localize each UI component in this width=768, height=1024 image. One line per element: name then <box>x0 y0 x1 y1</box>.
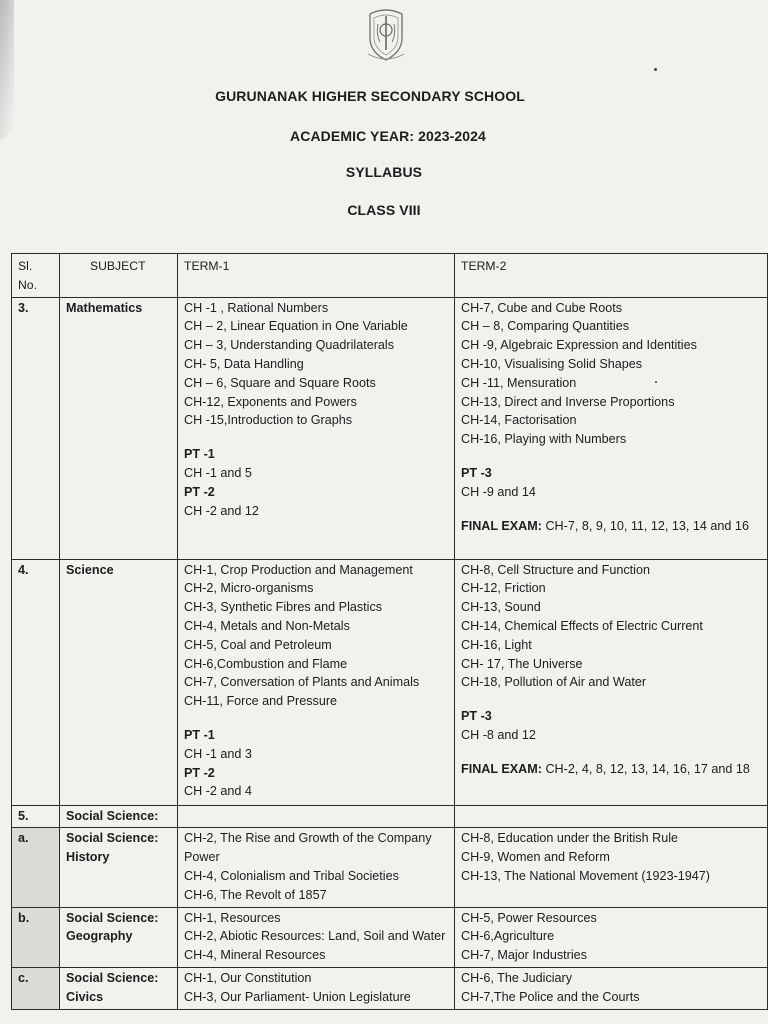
chapter-item: CH-7, Major Industries <box>461 948 587 963</box>
chapter-item: CH-3, Synthetic Fibres and Plastics <box>184 600 383 615</box>
paper-speck <box>655 381 657 383</box>
final-exam-chapters: CH-7, 8, 9, 10, 11, 12, 13, 14 and 16 <box>545 518 749 533</box>
row-number: 4. <box>12 559 60 805</box>
school-name: GURUNANAK HIGHER SECONDARY SCHOOL <box>215 88 525 104</box>
row-subject: Mathematics <box>60 297 178 559</box>
chapter-item: CH-4, Colonialism and Tribal Societies <box>184 868 399 883</box>
chapter-item: CH-18, Pollution of Air and Water <box>461 675 647 690</box>
chapter-item: CH-2, The Rise and Growth of the Company Power <box>184 831 432 865</box>
academic-year: ACADEMIC YEAR: 2023-2024 <box>290 128 486 144</box>
chapter-item: CH-12, Exponents and Powers <box>184 394 357 409</box>
chapter-item: CH-16, Light <box>461 637 532 652</box>
row-subject: Social Science: Civics <box>60 967 178 1009</box>
row-subject: Science <box>60 559 178 805</box>
chapter-item: CH-7,The Police and the Courts <box>461 989 640 1004</box>
chapter-item: CH-1, Crop Production and Management <box>184 562 413 577</box>
chapter-item: CH – 2, Linear Equation in One Variable <box>184 319 408 334</box>
row-subject: Social Science: <box>60 805 178 828</box>
test-chapters: CH -2 and 12 <box>184 503 259 518</box>
test-chapters: CH -1 and 5 <box>184 465 252 480</box>
chapter-item: CH-6, The Revolt of 1857 <box>184 887 327 902</box>
row-number: b. <box>12 907 60 967</box>
test-label: PT -2 <box>184 484 215 499</box>
chapter-item: CH-13, Direct and Inverse Proportions <box>461 394 675 409</box>
term2-cell <box>455 967 768 1009</box>
row-subject: Social Science: History <box>60 828 178 907</box>
chapter-item: CH – 8, Comparing Quantities <box>461 319 629 334</box>
chapter-item: CH-7, Cube and Cube Roots <box>461 300 623 315</box>
chapter-item: CH-2, Abiotic Resources: Land, Soil and Water <box>184 929 446 944</box>
paper-speck <box>654 68 657 71</box>
chapter-item: CH-2, Micro-organisms <box>184 581 314 596</box>
test-label: PT -2 <box>184 765 215 780</box>
chapter-item: CH-4, Metals and Non-Metals <box>184 618 350 633</box>
chapter-item: CH-6, The Judiciary <box>461 970 573 985</box>
term1-cell <box>178 828 455 907</box>
row-number: c. <box>12 967 60 1009</box>
chapter-item: CH-14, Chemical Effects of Electric Current <box>461 618 703 633</box>
class-name: CLASS VIII <box>347 202 421 218</box>
header-sl-no: Sl. No. <box>12 254 60 298</box>
row-number: 5. <box>12 805 60 828</box>
document-title: SYLLABUS <box>345 164 423 180</box>
final-exam-label: FINAL EXAM: <box>461 761 542 776</box>
final-exam-chapters: CH-2, 4, 8, 12, 13, 14, 16, 17 and 18 <box>545 761 750 776</box>
test-chapters: CH -9 and 14 <box>461 484 536 499</box>
table-row <box>12 559 768 805</box>
test-label: PT -3 <box>461 709 492 724</box>
chapter-item: CH -11, Mensuration <box>461 375 577 390</box>
final-exam <box>461 517 761 536</box>
header-term-2: TERM-2 <box>455 254 768 298</box>
chapter-item: CH-11, Force and Pressure <box>184 694 338 709</box>
chapter-item: CH-10, Visualising Solid Shapes <box>461 356 643 371</box>
chapter-item: CH-6,Agriculture <box>461 929 555 944</box>
chapter-item: CH – 6, Square and Square Roots <box>184 375 376 390</box>
chapter-item: CH -15,Introduction to Graphs <box>184 413 352 428</box>
chapter-item: CH-3, Our Parliament- Union Legislature <box>184 989 411 1004</box>
test-chapters: CH -8 and 12 <box>461 727 536 742</box>
test-chapters: CH -1 and 3 <box>184 746 252 761</box>
table-header-row <box>12 254 768 298</box>
final-exam <box>461 760 761 779</box>
row-number: a. <box>12 828 60 907</box>
chapter-item: CH-8, Cell Structure and Function <box>461 562 650 577</box>
page-edge-shadow <box>0 0 14 140</box>
chapter-item: CH-8, Education under the British Rule <box>461 831 679 846</box>
term1-cell <box>178 559 455 805</box>
chapter-item: CH-16, Playing with Numbers <box>461 432 627 447</box>
chapter-item: CH-13, The National Movement (1923-1947) <box>461 868 710 883</box>
chapter-item: CH-13, Sound <box>461 600 541 615</box>
chapter-item: CH – 3, Understanding Quadrilaterals <box>184 338 395 353</box>
table-row <box>12 967 768 1009</box>
syllabus-table <box>11 253 768 1010</box>
table-row <box>12 828 768 907</box>
test-label: PT -1 <box>184 447 215 462</box>
term2-cell <box>455 828 768 907</box>
chapter-item: CH-1, Resources <box>184 910 281 925</box>
chapter-item: CH-6,Combustion and Flame <box>184 656 348 671</box>
test-label: PT -3 <box>461 465 492 480</box>
test-chapters: CH -2 and 4 <box>184 784 252 799</box>
chapter-item: CH-14, Factorisation <box>461 413 577 428</box>
chapter-item: CH- 17, The Universe <box>461 656 583 671</box>
term1-cell <box>178 297 455 559</box>
term2-cell <box>455 559 768 805</box>
chapter-item: CH-9, Women and Reform <box>461 850 610 865</box>
table-row <box>12 805 768 828</box>
chapter-item: CH-12, Friction <box>461 581 546 596</box>
row-subject: Social Science: Geography <box>60 907 178 967</box>
header-term-1: TERM-1 <box>178 254 455 298</box>
term1-cell <box>178 907 455 967</box>
table-row <box>12 297 768 559</box>
test-label: PT -1 <box>184 727 215 742</box>
school-emblem-icon <box>364 4 408 62</box>
chapter-item: CH-4, Mineral Resources <box>184 948 326 963</box>
term2-cell <box>455 907 768 967</box>
chapter-item: CH- 5, Data Handling <box>184 356 304 371</box>
chapter-item: CH-1, Our Constitution <box>184 970 312 985</box>
chapter-item: CH-7, Conversation of Plants and Animals <box>184 675 420 690</box>
row-number: 3. <box>12 297 60 559</box>
term2-cell <box>455 805 768 828</box>
chapter-item: CH -9, Algebraic Expression and Identities <box>461 338 697 353</box>
chapter-item: CH-5, Coal and Petroleum <box>184 637 332 652</box>
table-row <box>12 907 768 967</box>
term1-cell <box>178 805 455 828</box>
chapter-item: CH-5, Power Resources <box>461 910 597 925</box>
final-exam-label: FINAL EXAM: <box>461 518 542 533</box>
header-subject: SUBJECT <box>60 254 178 298</box>
term2-cell <box>455 297 768 559</box>
term1-cell <box>178 967 455 1009</box>
chapter-item: CH -1 , Rational Numbers <box>184 300 329 315</box>
